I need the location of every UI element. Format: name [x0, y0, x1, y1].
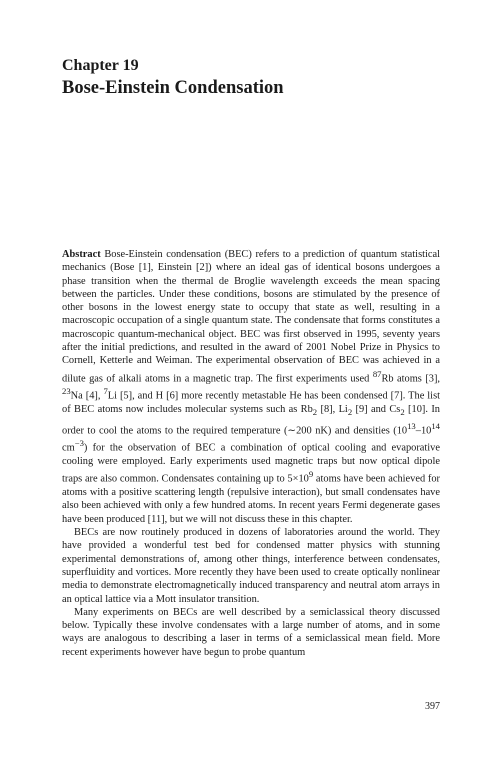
abstract-paragraph: [62, 248, 440, 526]
rb2-subscript: 2: [312, 407, 318, 418]
body-paragraph-2: BECs are now routinely produced in dozens of laboratories around the world. They have provided a wonderful test bed for condensed matter physics with stunning experimental demonstrations of, among other things, interference between condensates, superfluidity and vortices. More recently they have been used to create optically nonlinear media to demonstrate electromagnetically induced transparency and neutral atom arrays in an optical lattice via a Mott insulator transition.: [62, 527, 440, 605]
abstract-text-2: Rb atoms [3],: [381, 373, 441, 385]
abstract-text-11: atoms have been achieved for atoms with a positive scattering length (repulsive interaction), but small condensates have also been achieved with only a few hundred atoms. In recent years Fermi degenerate gases have been produced [11], but we will not discuss these in this chapter.: [62, 473, 440, 525]
chapter-number: Chapter 19: [62, 57, 139, 74]
li2-subscript: 2: [347, 407, 353, 418]
li-isotope: 7: [103, 386, 108, 397]
abstract-label: Abstract: [62, 249, 101, 260]
abstract-text-9: cm: [62, 442, 75, 454]
density-exp-1: 13: [407, 420, 416, 431]
abstract-text-10: ) for the observation of BEC a combination of optical cooling and evaporative cooling were employed. Early experiments used magnetic traps but now optical dipole traps are also common. Condensates containing up to 5×10: [62, 442, 440, 485]
rb-isotope: 87: [372, 368, 382, 379]
density-exp-2: 14: [431, 420, 440, 431]
chapter-title: Bose-Einstein Condensation: [62, 78, 284, 98]
cs2-subscript: 2: [400, 407, 405, 418]
unit-exp: −3: [74, 438, 84, 449]
abstract-text-3: Na [4],: [70, 390, 104, 402]
na-isotope: 23: [62, 386, 71, 397]
abstract-text-6: [9] and Cs: [352, 404, 401, 416]
abstract-text-8: –10: [415, 425, 432, 437]
abstract-text-1: Bose-Einstein condensation (BEC) refers to a prediction of quantum statistical mechanics (Bose [1], Einstein [2]) where an ideal gas of identical bosons undergoes a phase transition when the thermal de Broglie wavelength exceeds the mean spacing between the particles. Under these conditions, bosons are stimulated by the presence of other bosons in the lowest energy state to occupy that state as well, resulting in a macroscopic occupation of a single quantum state. The condensate that forms constitutes a macroscopic quantum-mechanical object. BEC was first observed in 1995, seventy years after the initial predictions, and resulted in the award of 2001 Nobel Prize in Physics to Cornell, Ketterle and Weiman. The experimental observation of BEC was achieved in a dilute gas of alkali atoms in a magnetic trap. The first experiments used: [62, 249, 440, 385]
abstract-text-5: [8], Li: [317, 404, 348, 416]
atom-count-exp: 9: [308, 469, 314, 480]
page-number: 397: [425, 701, 440, 712]
abstract-text-7: [10]. In order to cool the atoms to the required temperature (∼200 nK) and densities (10: [62, 404, 440, 437]
abstract-text-4: Li [5], and H [6] more recently metastable He has been condensed [7]. The list of BEC atoms now includes molecular systems such as Rb: [62, 390, 440, 416]
chapter-text: [62, 248, 440, 659]
body-paragraph-3: Many experiments on BECs are well described by a semiclassical theory discussed below. Typically these involve condensates with a large number of atoms, and in some ways are analogous to describing a laser in terms of a semiclassical mean field. More recent experiments however have begun to probe quantum: [62, 606, 440, 658]
